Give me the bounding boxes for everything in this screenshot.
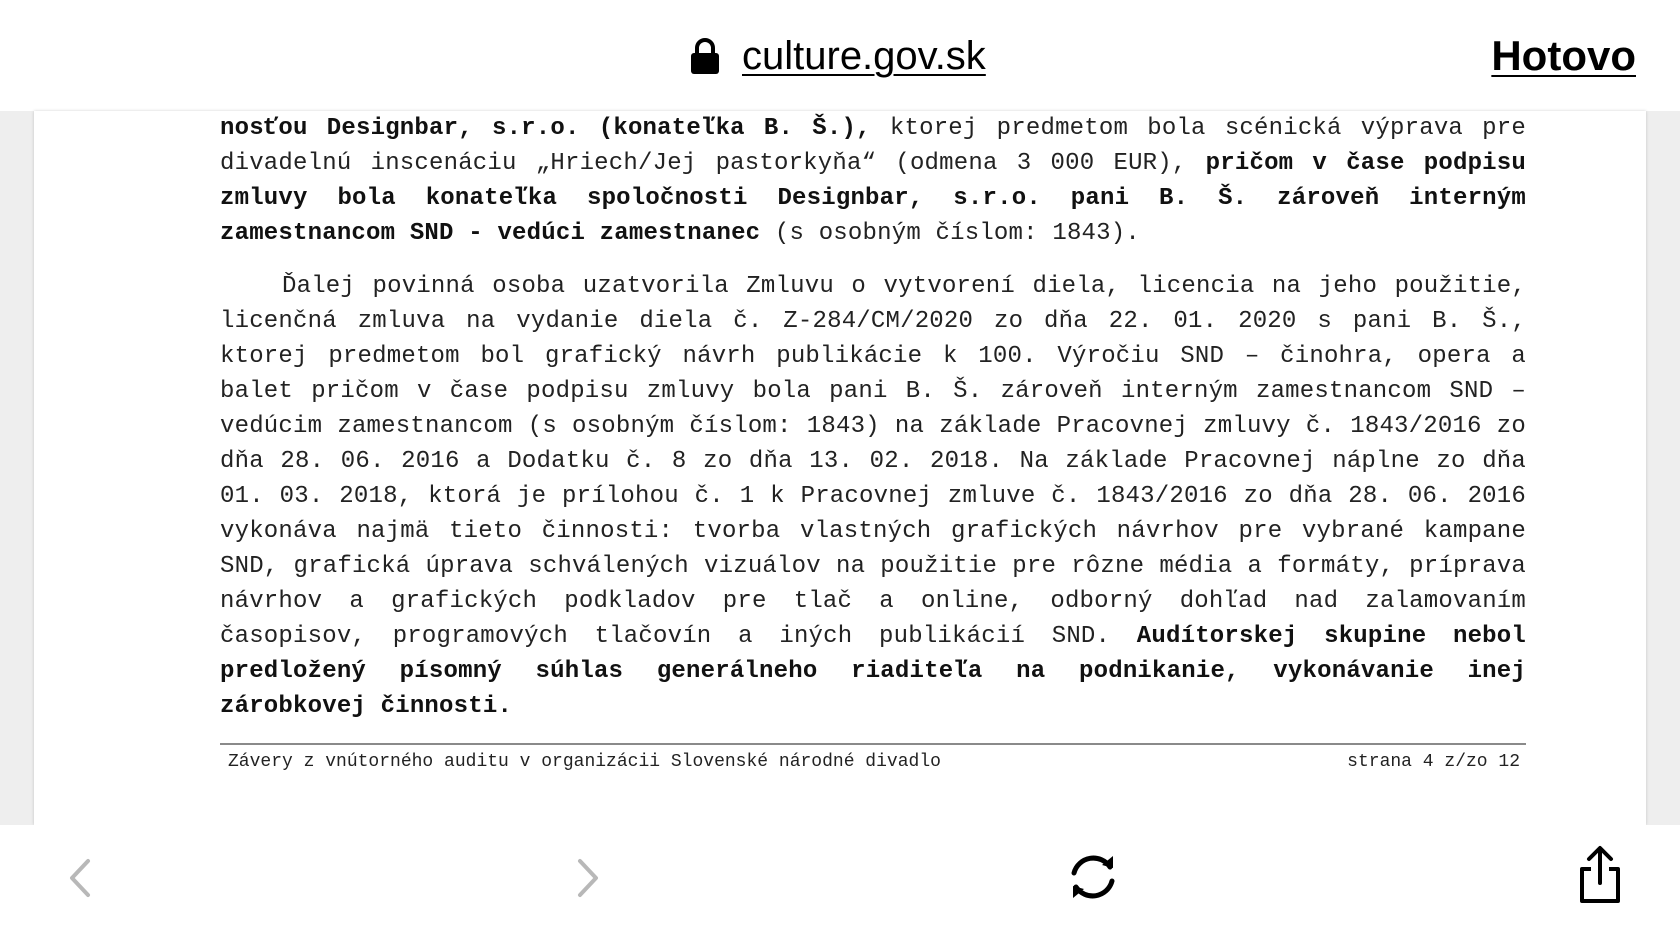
done-button[interactable]: Hotovo: [1491, 32, 1636, 79]
paragraph-1: [220, 111, 1526, 251]
p1-bold-2: pričom v čase podpisu zmluvy bola konateľka spoločnosti Designbar, s.r.o. pani B. Š. zároveň interným zamestnancom SND - vedúci zamestnanec: [220, 150, 1526, 247]
page-footer: [228, 752, 1520, 772]
document-page: [34, 111, 1646, 825]
document-viewer[interactable]: [0, 111, 1680, 825]
share-icon[interactable]: [1576, 845, 1624, 905]
paragraph-2: [220, 269, 1526, 724]
footer-divider: [220, 743, 1526, 745]
url-text[interactable]: culture.gov.sk: [742, 33, 986, 78]
p1-text-2: (s osobným číslom: 1843).: [760, 220, 1140, 247]
chevron-left-icon[interactable]: [62, 855, 96, 901]
document-content: [220, 111, 1526, 724]
lock-icon: [690, 37, 720, 75]
p2-bold-1: Audítorskej skupine nebol predložený písomný súhlas generálneho riaditeľa na podnikanie, vykonávanie inej zárobkovej činnosti.: [220, 623, 1526, 720]
address-bar[interactable]: [690, 28, 986, 84]
reload-icon[interactable]: [1066, 851, 1120, 903]
chevron-right-icon[interactable]: [572, 855, 606, 901]
p2-text-1: Ďalej povinná osoba uzatvorila Zmluvu o vytvorení diela, licencia na jeho použitie, licenčná zmluva na vydanie diela č. Z-284/CM/2020 zo dňa 22. 01. 2020 s pani B. Š., ktorej predmetom bol grafický návrh publikácie k 100. Výročiu SND – činohra, opera a balet pričom v čase podpisu zmluvy bola pani B. Š. zároveň interným zamestnancom SND – vedúcim zamestnancom (s osobným číslom: 1843) na základe Pracovnej zmluvy č. 1843/2016 zo dňa 28. 06. 2016 a Dodatku č. 8 zo dňa 13. 02. 2018. Na základe Pracovnej náplne zo dňa 01. 03. 2018, ktorá je prílohou č. 1 k Pracovnej zmluve č. 1843/2016 zo dňa 28. 06. 2016 vykonáva najmä tieto činnosti: tvorba vlastných grafických návrhov pre vybrané kampane SND, grafická úprava schválených vizuálov na použitie pre rôzne média a formáty, príprava návrhov a grafických podkladov pre tlač a online, odborný dohľad nad zalamovaním časopisov, programových tlačovín a iných publikácií SND.: [220, 273, 1526, 650]
page-number: strana 4 z/zo 12: [1347, 752, 1520, 772]
top-bar: [0, 0, 1680, 111]
p1-text-1: ktorej predmetom bola scénická výprava pre divadelnú inscenáciu „Hriech/Jej pastorkyňa“ (odmena 3 000 EUR),: [220, 115, 1526, 177]
bottom-toolbar: [0, 825, 1680, 945]
p1-bold-1: nosťou Designbar, s.r.o. (konateľka B. Š.),: [220, 115, 871, 142]
footer-title: Závery z vnútorného auditu v organizácii Slovenské národné divadlo: [228, 752, 941, 772]
